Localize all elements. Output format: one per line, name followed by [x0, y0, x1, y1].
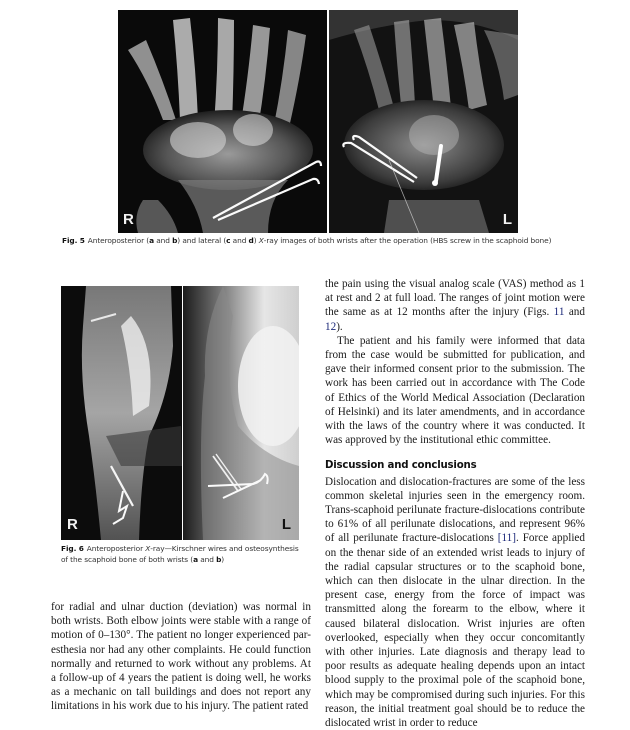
panel-ref-a: a — [149, 236, 154, 245]
figure-6-caption — [61, 544, 311, 565]
paragraph-text: and — [564, 306, 585, 319]
left-column — [51, 600, 311, 714]
xray-image-left-wrist-fig5 — [329, 10, 518, 233]
paragraph-text: . Force applied on the thenar side of an extended wrist leads to injury of the radial capsular structures or to the scaphoid bone, which can then dislocate in the ulnar direction. In the present case, energy from the force of impact was transmitted along the forearm to the elbow, where it caused bilateral dislocation. Wrist injuries are often overlooked, especially when they occur concomitantly with other injuries. Late diagnosis and therapy lead to poor results as adequate healing depends upon an intact blood supply to the proximal pole of the scaphoid bone, which may be compromised during such injuries. For this reason, the initial treatment goal should be to reduce the dislocated wrist in order to reduce — [325, 532, 585, 730]
section-heading: Discussion and conclusions — [325, 460, 477, 472]
caption-text: Anteroposterior — [86, 544, 146, 553]
xray-image-right-wrist-fig6 — [61, 286, 182, 540]
panel-ref-b: b — [216, 554, 222, 564]
citation-link[interactable]: [11] — [497, 532, 516, 545]
panel-ref-a: a — [193, 554, 198, 564]
body-paragraph: The patient and his family were informed that data from the case would be submitted for publication, and gave their informed consent prior to the submission. The work has been carried out in accordance with The Code of Ethics of the World Medical Association (Declaration of Helsinki) and its later amendments, and in accordance with the laws of the country where it was conducted. It was approved by the institutional ethic committee. — [325, 334, 585, 447]
figure-5-caption — [62, 236, 582, 247]
figure-label: Fig. 5 — [62, 236, 85, 245]
caption-text: of the scaphoid bone of both wrists ( — [61, 554, 194, 564]
caption-text: and — [230, 236, 249, 245]
paragraph-text: Dislocation and dislocation-fractures are some of the less common skeletal injuries seen in the emergency room. Trans-scaphoid perilunate fracture-dislocations contribute to 61% of all perilunate dislocations, and represent 96% of all perilunate fracture-dislocations — [325, 475, 585, 545]
caption-italic: X — [258, 236, 264, 245]
figure-reference-link[interactable]: 11 — [553, 306, 565, 319]
panel-ref-c: c — [226, 236, 231, 245]
xray-graphic — [61, 286, 182, 540]
caption-text: ) — [221, 554, 225, 564]
caption-italic: X — [145, 544, 151, 553]
caption-text: and — [153, 236, 173, 245]
panel-ref-d: d — [248, 236, 254, 245]
xray-graphic — [329, 10, 518, 233]
xray-graphic — [183, 286, 299, 540]
caption-line-1 — [61, 544, 311, 555]
caption-line-2 — [61, 555, 311, 566]
figure-reference-link[interactable]: 12 — [325, 320, 337, 333]
body-paragraph: for radial and ulnar duction (deviation) was normal in both wrists. Both elbow joints were stable with a range of motion of 0–130°. The patient no longer experienced par-esthesia nor had any other complaints. He could function normally and returned to work without any problems. At a follow-up of 4 years the patient is doing well, he works as a mechanic on tall buildings and does not report any limitations in his work due to his injury. The patient rated — [51, 601, 311, 713]
paragraph-text: ). — [336, 320, 343, 333]
xray-image-right-wrist-fig5 — [118, 10, 327, 233]
figure-label: Fig. 6 — [61, 544, 84, 553]
caption-text: -ray images of both wrists after the operation (HBS screw in the scaphoid bone) — [263, 236, 552, 245]
body-paragraph — [325, 475, 585, 730]
side-label-left: L — [281, 516, 291, 533]
side-label-right: R — [123, 211, 134, 228]
right-column — [325, 277, 585, 730]
caption-text: ) and lateral ( — [177, 236, 227, 245]
caption-text: Anteroposterior ( — [87, 236, 150, 245]
panel-ref-b: b — [172, 236, 178, 245]
caption-text: and — [197, 554, 217, 564]
caption-text: -ray—Kirschner wires and osteosynthesis — [150, 544, 299, 553]
xray-image-left-wrist-fig6 — [183, 286, 299, 540]
paragraph-text: the pain using the visual analog scale (VAS) method as 1 at rest and 2 at full load. The ranges of joint motion were the same as at 12 months after the injury (Figs. — [325, 278, 585, 319]
side-label-left: L — [502, 211, 512, 228]
body-paragraph — [325, 277, 585, 334]
side-label-right: R — [67, 516, 78, 533]
xray-graphic — [118, 10, 327, 233]
caption-text: ) — [253, 236, 259, 245]
